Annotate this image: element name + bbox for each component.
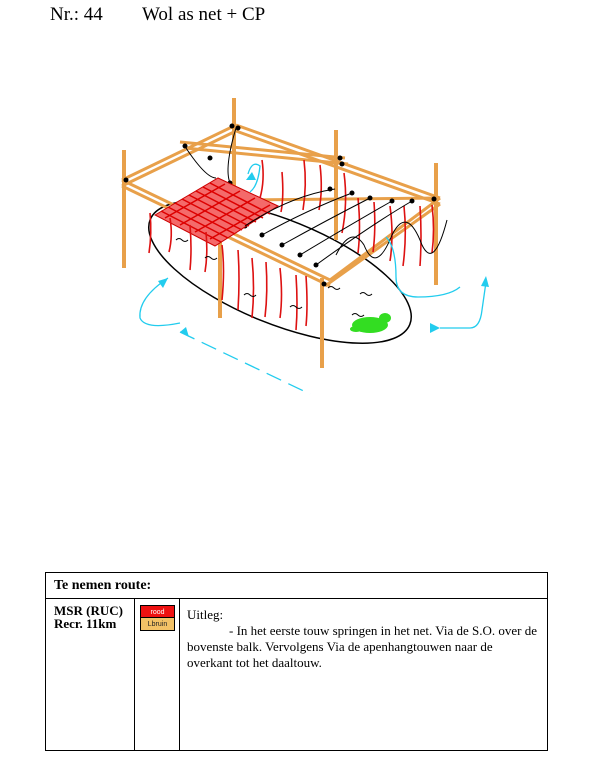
swatch-rood: rood xyxy=(140,605,175,618)
route-distance: Recr. 11km xyxy=(54,616,117,631)
swatch-lbruin: Lbruin xyxy=(140,618,175,631)
squiggle-marks xyxy=(176,239,372,317)
rope-net-icon xyxy=(155,178,278,246)
route-table-heading: Te nemen route: xyxy=(46,573,547,599)
route-code-cell xyxy=(46,599,135,750)
color-swatch-cell xyxy=(135,599,180,750)
explanation-cell xyxy=(180,599,547,750)
route-table xyxy=(45,572,548,751)
obstacle-title: Wol as net + CP xyxy=(142,4,266,25)
explanation-label: Uitleg: xyxy=(187,607,224,622)
frog-marker-icon xyxy=(350,313,391,333)
route-code: MSR (RUC) xyxy=(54,603,123,618)
explanation-text: - In het eerste touw springen in het net. Via de S.O. over de bovenste balk. Vervolgens Via de apenhangtouwen naar de overkant tot het daaltouw. xyxy=(187,623,538,670)
obstacle-number: Nr.: 44 xyxy=(50,4,103,25)
